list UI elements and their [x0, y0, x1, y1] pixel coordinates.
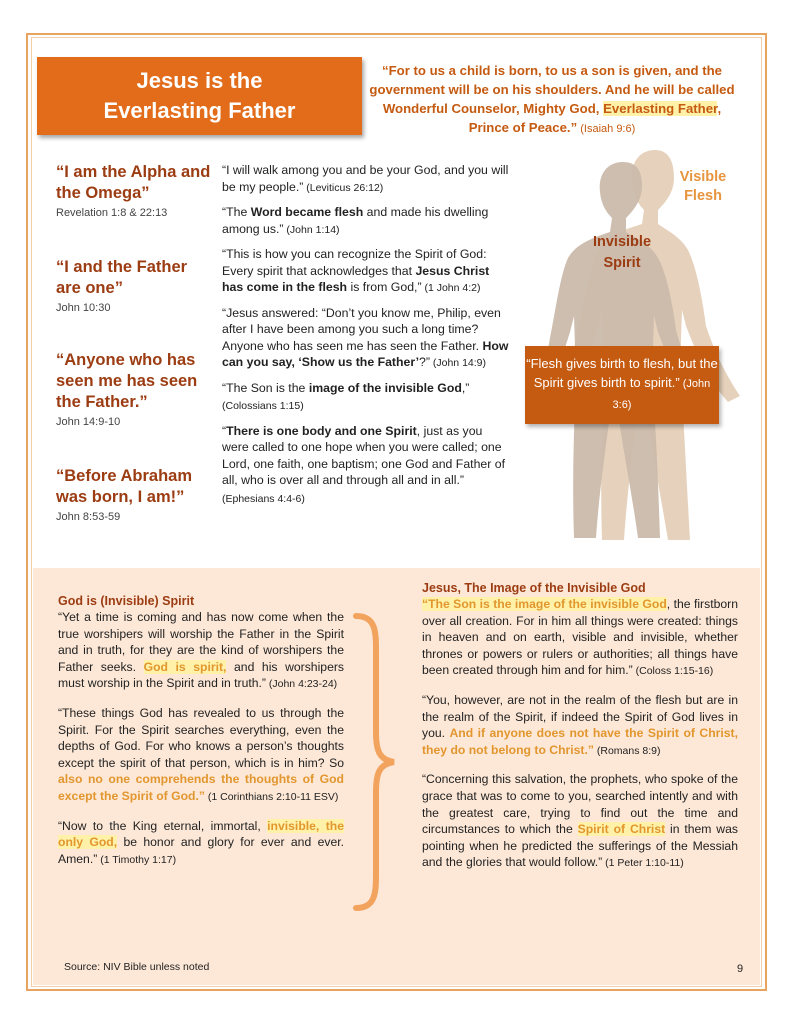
left-quote-text: “I and the Father are one” [56, 258, 188, 297]
page-number: 9 [737, 963, 744, 975]
quote-john-14-9: “Jesus answered: “Don’t you know me, Philip, even after I have been among you such a long time? Anyone who has seen me has seen the Father. How can you say, ‘Show us the Father’?” (John 14:9) [222, 305, 509, 369]
source-note: Source: NIV Bible unless noted [64, 961, 210, 973]
timothy-quote: “Now to the King eternal, immortal, invisible, the only God, be honor and glory for ever and ever. Amen.” (1 Timothy 1:17) [58, 818, 344, 866]
page-title [37, 57, 362, 135]
romans-quote: “You, however, are not in the realm of the flesh but are in the realm of the Spirit, if indeed the Spirit of God lives in you. And if anyone does not have the Spirit of Christ, they do not belong to Christ.” (Romans 8:9) [422, 692, 738, 757]
quote-1-john-4-2: “This is how you can recognize the Spirit of God: Every spirit that acknowledges that Jesus Christ has come in the flesh is from God,” (1 John 4:2) [222, 247, 490, 294]
quote-ephesians: “There is one body and one Spirit, just as you were called to one hope when you were called; one Lord, one faith, one baptism; one God and Father of all, who is over all and through all and in all.” (Ephesians 4:4-6) [222, 423, 506, 505]
isaiah-quote-ref: (Isaiah 9:6) [577, 123, 636, 135]
isaiah-quote-highlight: Everlasting Father [603, 101, 718, 116]
isaiah-quote-text: “For to us a child is born, to us a son is given, and the government will be on his shoulders. And he will be called Wonderful Counselor, Mighty God, [369, 63, 735, 116]
left-quote-text: “I am the Alpha and the Omega” [56, 163, 211, 202]
colossians-quote: “The Son is the image of the invisible God, the firstborn over all creation. For in him all things were created: things in heaven and on earth, visible and invisible, whether thrones or powers or rulers or authorities; all things have been created through him and for him.” (Coloss 1:15-16) [422, 597, 738, 678]
right-section-title: Jesus, The Image of the Invisible God [422, 581, 646, 595]
invisible-spirit-label: Invisible Spirit [592, 234, 652, 271]
left-quote-seen-father [56, 350, 216, 429]
john-4-23-quote: “Yet a time is coming and has now come when the true worshipers will worship the Father in the Spirit and in truth, for they are the kind of worshipers the Father seeks. God is spirit, and his worshipers must worship in the Spirit and in truth.” (John 4:23-24) [58, 610, 344, 691]
left-quote-before-abraham [56, 466, 216, 524]
middle-quotes [222, 162, 512, 515]
left-section [58, 593, 344, 880]
flesh-spirit-quote-box [525, 346, 719, 424]
flesh-quote-ref: (John 3:6) [612, 378, 711, 411]
left-quote-ref: Revelation 1:8 & 22:13 [56, 207, 168, 219]
quote-colossians-1-15: “The Son is the image of the invisible God,” (Colossians 1:15) [222, 380, 470, 412]
left-quote-ref: John 10:30 [56, 302, 111, 314]
left-quote-ref: John 8:53-59 [56, 511, 121, 523]
left-quote-ref: John 14:9-10 [56, 416, 121, 428]
isaiah-quote [366, 61, 738, 139]
right-section [422, 580, 738, 884]
isaiah-quote-end: , Prince of Peace.” [468, 101, 722, 135]
corinthians-quote: “These things God has revealed to us through the Spirit. For the Spirit searches everything, even the depths of God. For who knows a person’s thoughts except the spirit of that person, which is in him? So also no one comprehends the thoughts of God except the Spirit of God.” (1 Corinthians 2:10-11 ESV) [58, 705, 344, 803]
left-section-title: God is (Invisible) Spirit [58, 594, 195, 608]
title-line-2: Everlasting Father [103, 98, 296, 123]
title-line-1: Jesus is the [136, 68, 263, 93]
left-quote-alpha-omega [56, 162, 216, 220]
peter-quote: “Concerning this salvation, the prophets, who spoke of the grace that was to come to you, searched intently and with the greatest care, trying to find out the time and circumstances to which the Spirit of Christ in them was pointing when he predicted the sufferings of the Messiah and the glories that would follow.” (1 Peter 1:10-11) [422, 772, 738, 870]
left-quote-text: “Anyone who has seen me has seen the Father.” [56, 351, 198, 411]
flesh-quote-text: “Flesh gives birth to flesh, but the Spirit gives birth to spirit.” [526, 356, 718, 390]
quote-leviticus: “I will walk among you and be your God, and you will be my people.” (Leviticus 26:12) [222, 163, 509, 194]
left-quote-father-one [56, 257, 216, 315]
curly-brace-icon [348, 612, 400, 912]
quote-john-1-14: “The Word became flesh and made his dwelling among us.” (John 1:14) [222, 205, 489, 236]
left-quote-text: “Before Abraham was born, I am!” [56, 467, 193, 506]
visible-flesh-label: Visible Flesh [679, 169, 727, 204]
